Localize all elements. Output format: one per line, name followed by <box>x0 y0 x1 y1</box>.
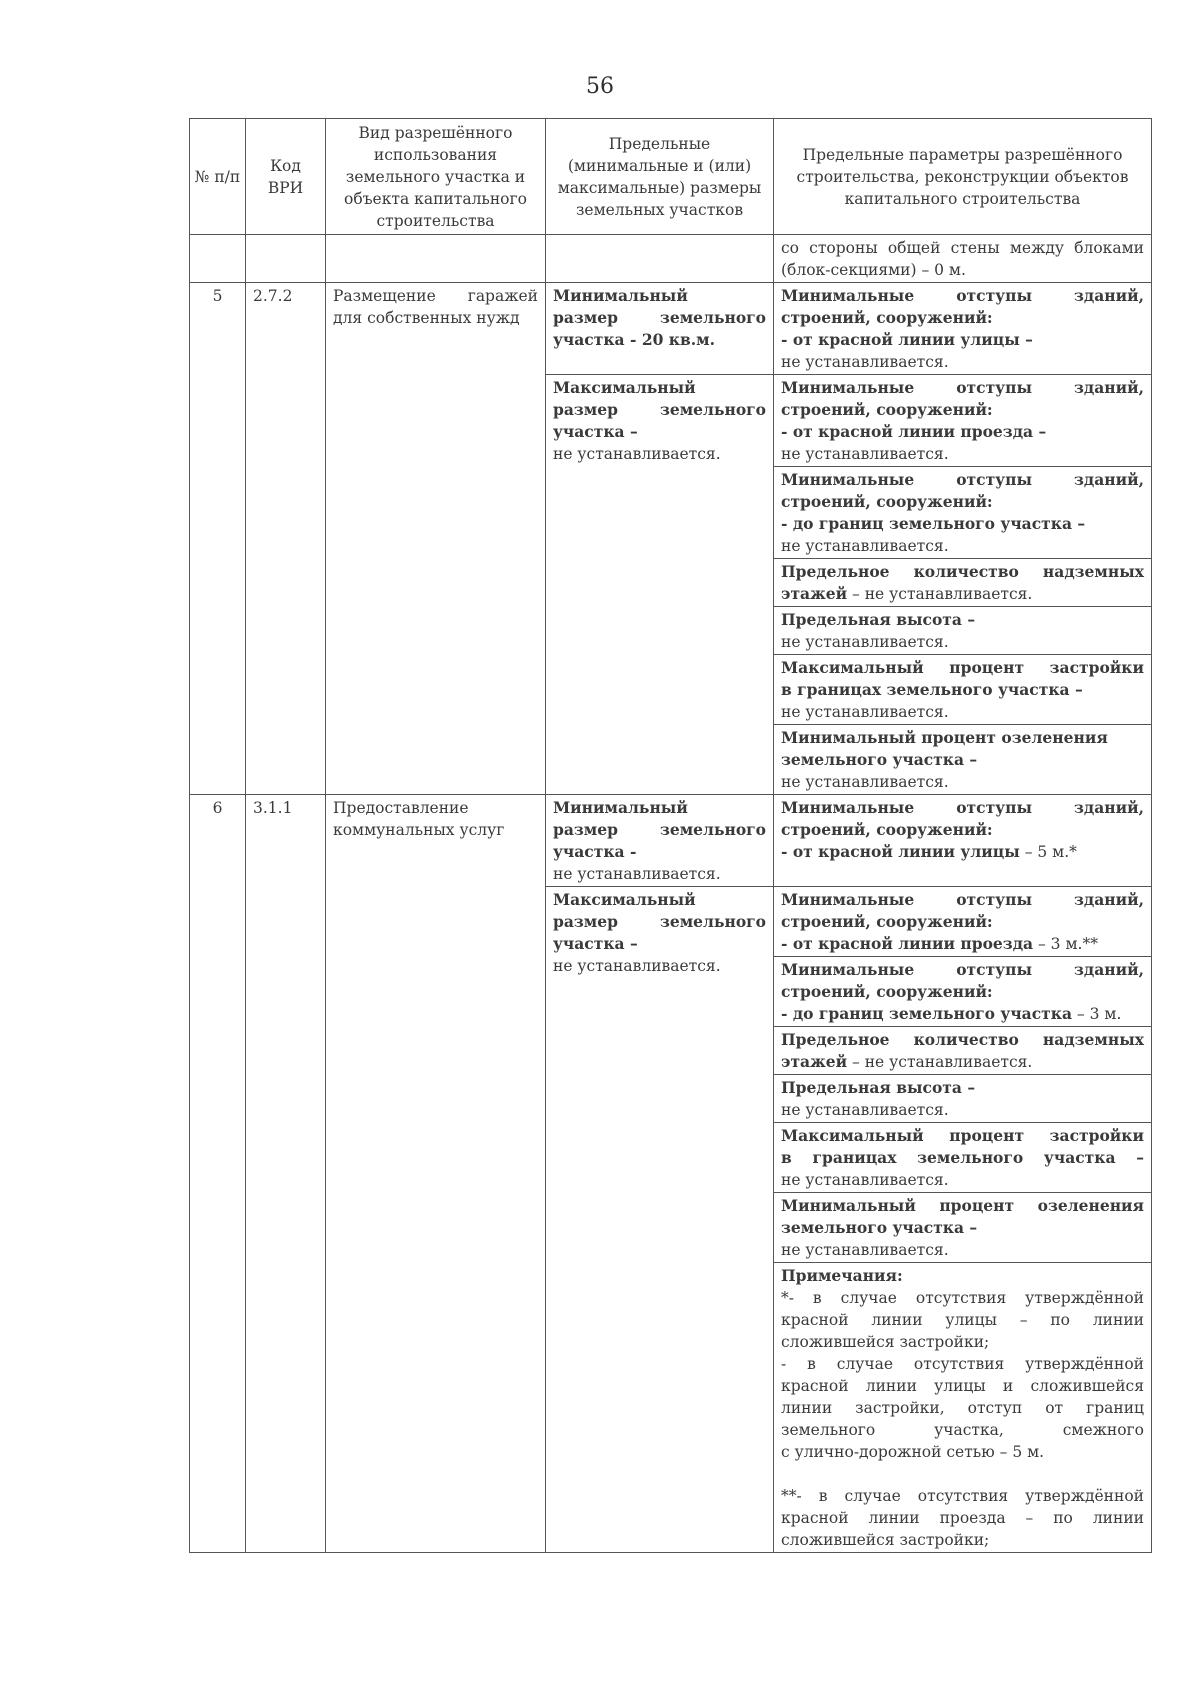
header-code: Код ВРИ <box>246 119 326 235</box>
table-header-row <box>190 119 1152 235</box>
param-cell: Минимальные отступы зданий, строений, сооружений: - от красной линии проезда – 3 м.** <box>774 887 1152 957</box>
max-size-cell: Максимальный размер земельного участка – не устанавливается. <box>546 375 774 795</box>
param-cell: Минимальные отступы зданий, строений, сооружений: - от красной линии проезда – не устанавливается. <box>774 375 1152 467</box>
param-cell: Минимальный процент озеленения земельного участка – не устанавливается. <box>774 1193 1152 1263</box>
header-use: Вид разрешённого использования земельного участка и объекта капитального строительства <box>326 119 546 235</box>
min-size-cell: Минимальный размер земельного участка - 20 кв.м. <box>546 283 774 375</box>
table-row <box>190 795 1152 887</box>
param-cell: Минимальные отступы зданий, строений, сооружений: - до границ земельного участка – не устанавливается. <box>774 467 1152 559</box>
row-number: 6 <box>190 795 246 1553</box>
row-number: 5 <box>190 283 246 795</box>
param-cell: Минимальные отступы зданий, строений, сооружений: - до границ земельного участка – 3 м. <box>774 957 1152 1027</box>
param-cell: Предельная высота – не устанавливается. <box>774 1075 1152 1123</box>
row-code: 2.7.2 <box>246 283 326 795</box>
param-cell: Минимальные отступы зданий, строений, сооружений: - от красной линии улицы – не устанавливается. <box>774 283 1152 375</box>
header-params: Предельные параметры разрешённого строительства, реконструкции объектов капитального строительства <box>774 119 1152 235</box>
param-cell: Предельное количество надземных этажей – не устанавливается. <box>774 1027 1152 1075</box>
param-cell: Максимальный процент застройки в границах земельного участка – не устанавливается. <box>774 1123 1152 1193</box>
table-row <box>190 283 1152 375</box>
row-use: Предоставление коммунальных услуг <box>326 795 546 1553</box>
row-code: 3.1.1 <box>246 795 326 1553</box>
param-cell: Предельная высота – не устанавливается. <box>774 607 1152 655</box>
header-sizes: Предельные (минимальные и (или) максимальные) размеры земельных участков <box>546 119 774 235</box>
page-number: 56 <box>586 74 614 99</box>
max-size-cell: Максимальный размер земельного участка – не устанавливается. <box>546 887 774 1553</box>
notes-cell: Примечания: *- в случае отсутствия утверждённой красной линии улицы – по линии сложившейся застройки; - в случае отсутствия утверждённой красной линии улицы и сложившейся линии застройки, отступ от границ земельного участка, смежного с улично-дорожной сетью – 5 м. **- в случае отсутствия утверждённой красной линии проезда – по линии сложившейся застройки; <box>774 1263 1152 1553</box>
param-cell: Предельное количество надземных этажей – не устанавливается. <box>774 559 1152 607</box>
regulations-table <box>189 118 1152 1553</box>
min-size-cell: Минимальный размер земельного участка - не устанавливается. <box>546 795 774 887</box>
row-use: Размещение гаражей для собственных нужд <box>326 283 546 795</box>
param-cell: Минимальные отступы зданий, строений, сооружений: - от красной линии улицы – 5 м.* <box>774 795 1152 887</box>
table-row <box>190 235 1152 283</box>
continuation-cell: со стороны общей стены между блоками (блок-секциями) – 0 м. <box>774 235 1152 283</box>
param-cell: Минимальный процент озеленения земельного участка – не устанавливается. <box>774 725 1152 795</box>
header-num: № п/п <box>190 119 246 235</box>
param-cell: Максимальный процент застройки в границах земельного участка – не устанавливается. <box>774 655 1152 725</box>
